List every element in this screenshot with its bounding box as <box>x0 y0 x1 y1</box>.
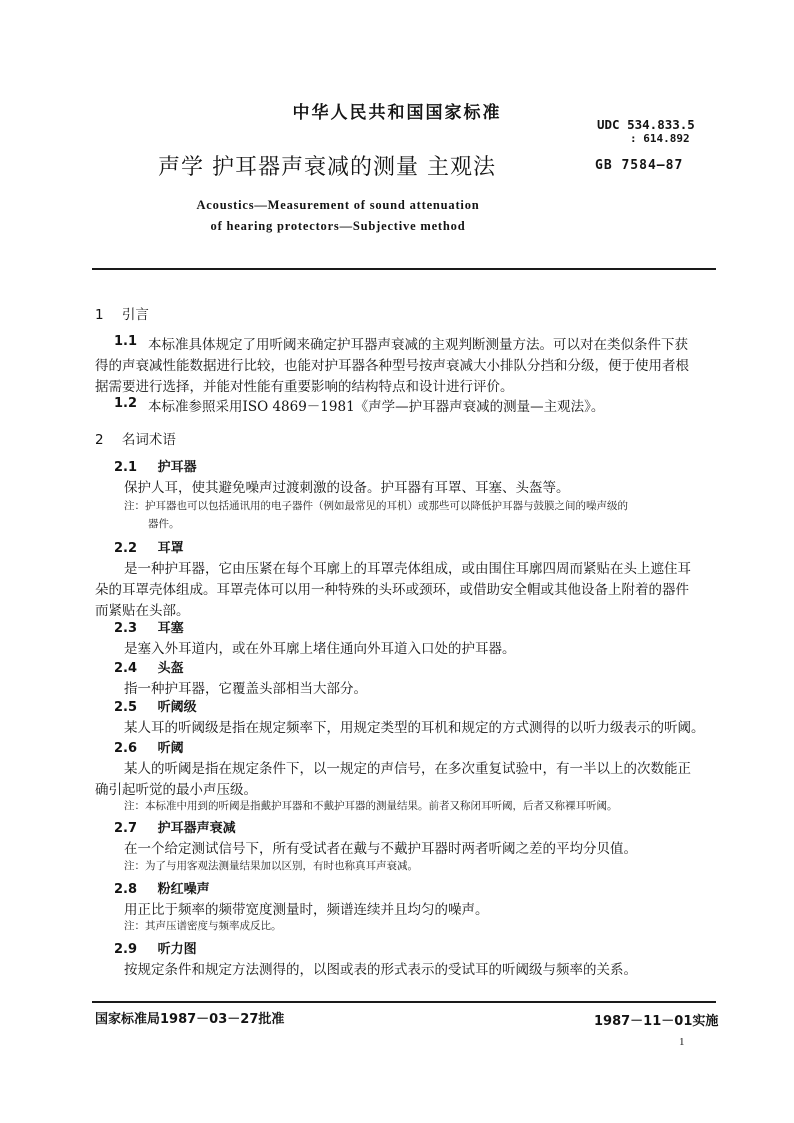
definition-text: 在一个给定测试信号下，所有受试者在戴与不戴护耳器时两者听阈之差的平均分贝值。 <box>124 841 637 857</box>
term-heading <box>114 456 197 475</box>
effective-date: 1987－11－01实施 <box>594 1014 719 1029</box>
term-number: 2.8 <box>114 882 138 897</box>
page-number: 1 <box>679 1036 685 1048</box>
term-name: 耳塞 <box>157 621 184 636</box>
term-heading <box>114 817 236 836</box>
term-number: 2.6 <box>114 741 138 756</box>
note-text: 注：护耳器也可以包括通讯用的电子器件（例如最常见的耳机）或那些可以降低护耳器与鼓膜之间的噪声级的 <box>124 500 628 512</box>
term-number: 2.2 <box>114 541 138 556</box>
definition-text: 保护人耳，使其避免噪声过渡刺激的设备。护耳器有耳罩、耳塞、头盔等。 <box>124 480 570 496</box>
term-heading <box>114 696 197 715</box>
clause-text: 本标准参照采用ISO 4869－1981《声学—护耳器声衰减的测量—主观法》。 <box>148 399 605 415</box>
term-number: 2.7 <box>114 821 138 836</box>
term-heading <box>114 878 210 897</box>
note-text: 注：其声压谱密度与频率成反比。 <box>124 920 282 932</box>
note-text: 注：本标准中用到的听阈是指戴护耳器和不戴护耳器的测量结果。前者又称闭耳听阈，后者又称裸耳听阈。 <box>124 800 618 812</box>
definition-text: 是塞入外耳道内，或在外耳廓上堵住通向外耳道入口处的护耳器。 <box>124 641 516 657</box>
section-number: 2 <box>95 432 104 448</box>
term-name: 听力图 <box>157 942 197 957</box>
header-divider <box>92 268 716 270</box>
document-title: 声学 护耳器声衰减的测量 主观法 <box>158 155 496 180</box>
term-number: 2.9 <box>114 942 138 957</box>
udc-code-continued: : 614.892 <box>630 132 690 145</box>
section-2-heading <box>95 428 176 448</box>
definition-text: 某人耳的听阈级是指在规定频率下，用规定类型的耳机和规定的方式测得的以听力级表示的听阈。 <box>124 720 705 736</box>
english-title-line1: Acoustics—Measurement of sound attenuation <box>196 198 480 212</box>
term-name: 耳罩 <box>157 541 184 556</box>
note-text: 器件。 <box>148 518 180 530</box>
term-name: 护耳器声衰减 <box>157 821 236 836</box>
clause-number: 1.1 <box>114 334 138 349</box>
term-number: 2.3 <box>114 621 138 636</box>
standard-name: 中华人民共和国国家标准 <box>292 103 502 123</box>
section-title: 引言 <box>121 307 149 323</box>
term-name: 护耳器 <box>157 460 197 475</box>
note-text: 注：为了与用客观法测量结果加以区别，有时也称真耳声衰减。 <box>124 860 418 872</box>
term-heading <box>114 737 184 756</box>
term-number: 2.4 <box>114 661 138 676</box>
term-number: 2.5 <box>114 700 138 715</box>
term-number: 2.1 <box>114 460 138 475</box>
definition-text: 是一种护耳器，它由压紧在每个耳廓上的耳罩壳体组成，或由围住耳廓四周而紧贴在头上遮住耳 <box>124 561 691 577</box>
clause-text: 得的声衰减性能数据进行比较，也能对护耳器各种型号按声衰减大小排队分挡和分级，便于使用者根 <box>95 358 689 374</box>
term-name: 头盔 <box>157 661 184 676</box>
term-heading <box>114 617 184 636</box>
section-title: 名词术语 <box>121 432 176 448</box>
term-heading <box>114 657 184 676</box>
term-name: 听阈级 <box>157 700 197 715</box>
section-number: 1 <box>95 307 104 323</box>
term-name: 粉红噪声 <box>157 882 210 897</box>
clause-number: 1.2 <box>114 396 138 411</box>
footer-divider <box>92 1001 716 1003</box>
definition-text: 指一种护耳器，它覆盖头部相当大部分。 <box>124 681 367 697</box>
standard-code: GB 7584—87 <box>595 158 684 173</box>
definition-text: 某人的听阈是指在规定条件下，以一规定的声信号，在多次重复试验中，有一半以上的次数能正 <box>124 761 691 777</box>
term-heading <box>114 938 197 957</box>
udc-code: UDC 534.833.5 <box>597 117 695 132</box>
term-name: 听阈 <box>157 741 184 756</box>
definition-text: 确引起听觉的最小声压级。 <box>95 782 257 798</box>
definition-text: 朵的耳罩壳体组成。耳罩壳体可以用一种特殊的头环或颈环，或借助安全帽或其他设备上附着的器件 <box>95 582 689 598</box>
definition-text: 用正比于频率的频带宽度测量时，频谱连续并且均匀的噪声。 <box>124 902 489 918</box>
english-title-line2: of hearing protectors—Subjective method <box>210 219 466 233</box>
approval-date: 国家标准局1987－03－27批准 <box>95 1012 285 1027</box>
section-1-heading <box>95 303 149 323</box>
definition-text: 而紧贴在头部。 <box>95 603 190 619</box>
clause-text: 据需要进行选择，并能对性能有重要影响的结构特点和设计进行评价。 <box>95 379 514 395</box>
clause-text: 本标准具体规定了用听阈来确定护耳器声衰减的主观判断测量方法。可以对在类似条件下获 <box>148 337 688 353</box>
definition-text: 按规定条件和规定方法测得的，以图或表的形式表示的受试耳的听阈级与频率的关系。 <box>124 962 637 978</box>
term-heading <box>114 537 184 556</box>
